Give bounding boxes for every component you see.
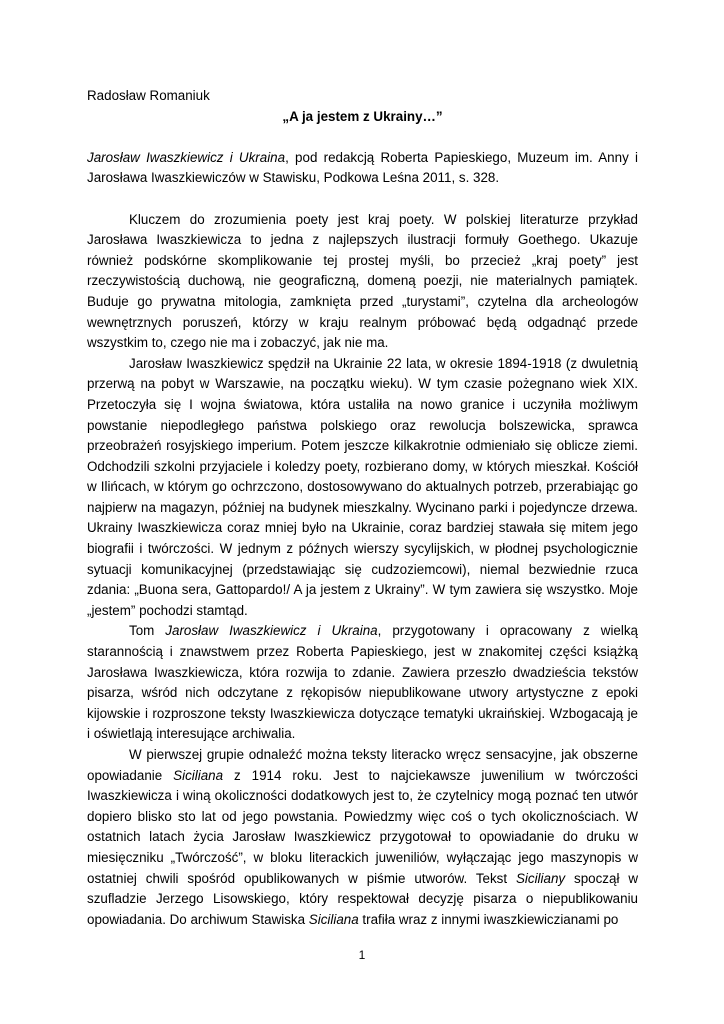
paragraph-1: Kluczem do zrozumienia poety jest kraj poety. W polskiej literaturze przykład Jarosława Iwaszkiewicza to jedna z najlepszych ilustracji formuły Goethego. Ukazuje również podskórne skomplikowanie tej prostej myśli, bo przecież „kraj poety” jest rzeczywistością duchową, nie geograficzną, domeną poezji, nie materialnych pamiątek. Buduje go prywatna mitologia, zamknięta przed „turystami”, czytelna dla archeologów wewnętrznych poruszeń, którzy w kraju realnym próbować będą odgadnąć przede wszystkim to, czego nie ma i zobaczyć, jak nie ma. [87, 211, 638, 351]
paragraph-4-text: z 1914 roku. Jest to najciekawsze juwenilium w twórczości Iwaszkiewicza i winą okoliczności dodatkowych jest to, że czytelnicy mogą poznać ten utwór dopiero blisko sto lat od jego powstania. Powiedzmy więc coś o tych okolicznościach. W ostatnich latach życia Jarosław Iwaszkiewicz przygotował to opowiadanie do druku w miesięczniku „Twórczość”, w bloku literackich juweniliów, wyłączając jego maszynopis w ostatniej chwili spośród opublikowanych w piśmie utworów. Tekst [87, 767, 638, 886]
paragraph-3-text: , przygotowany i opracowany z wielką starannością i znawstwem przez Roberta Papieskiego, jest w znakomitej części książką Jarosława Iwaszkiewicza, która rozwija to zdanie. Zawiera przeszło dwadzieścia tekstów pisarza, wśród nich odczytane z rękopisów niepublikowane utwory artystyczne z epoki kijowskie i rozproszone teksty Iwaszkiewicza dotyczące tematyki ukraińskiej. Wzbogacają je i oświetlają interesujące archiwalia. [87, 623, 638, 742]
book-title: Jarosław Iwaszkiewicz i Ukraina [87, 149, 286, 165]
work-title-siciliany: Siciliany [515, 870, 566, 886]
paragraph-4-text: spoczął w szufladzie Jerzego Lisowskiego, który respektował decyzję pisarza o niepublikowaniu opowiadania. Do archiwum Stawiska [87, 870, 638, 927]
book-details: , pod redakcją Roberta Papieskiego, Muzeum im. Anny i Jarosława Iwaszkiewiczów w Stawisku, Podkowa Leśna 2011, s. 328. [87, 149, 638, 186]
page-number: 1 [358, 948, 366, 962]
paragraph-4-text: W pierwszej grupie odnaleźć można teksty literacko wręcz sensacyjne, jak obszerne opowiadanie [87, 747, 638, 783]
author-name: Radosław Romaniuk [87, 88, 210, 103]
review-title: „A ja jestem z Ukrainy…” [282, 108, 443, 124]
paragraph-3-text: Tom [129, 623, 166, 639]
document-page [87, 86, 638, 930]
paragraph-3 [87, 621, 638, 745]
book-reference [87, 148, 638, 189]
work-title-siciliana: Siciliana [308, 911, 359, 927]
paragraph-4 [87, 745, 638, 930]
paragraph-3-book-title: Jarosław Iwaszkiewicz i Ukraina [165, 623, 378, 639]
work-title-siciliana: Siciliana [173, 767, 224, 783]
paragraph-4-text: trafiła wraz z innymi iwaszkiewiczianami po [358, 911, 619, 927]
review-body [87, 210, 638, 931]
paragraph-2: Jarosław Iwaszkiewicz spędził na Ukrainie 22 lata, w okresie 1894-1918 (z dwuletnią przerwą na pobyt w Warszawie, na początku wieku). W tym czasie pożegnano wiek XIX. Przetoczyła się I wojna światowa, która ustaliła na nowo granice i uczyniła możliwym powstanie niepodległego państwa polskiego oraz rewolucja bolszewicka, sprawca przeobrażeń rosyjskiego imperium. Potem jeszcze kilkakrotnie odmieniało się oblicze ziemi. Odchodzili szkolni przyjaciele i koledzy poety, rozbierano domy, w których mieszkał. Kościół w Ilińcach, w którym go ochrzczono, dostosowywano do aktualnych potrzeb, przerabiając go najpierw na magazyn, później na budynek mieszkalny. Wycinano parki i pojedyncze drzewa. Ukrainy Iwaszkiewicza coraz mniej było na Ukrainie, coraz bardziej stawała się mitem jego biografii i twórczości. W jednym z późnych wierszy sycylijskich, w płodnej psychologicznie sytuacji komunikacyjnej (przedstawiając się cudzoziemcowi), niemal bezwiednie rzuca zdania: „Buona sera, Gattopardo!/ A ja jestem z Ukrainy”. W tym zawiera się wszystko. Moje „jestem” pochodzi stamtąd. [87, 355, 638, 618]
